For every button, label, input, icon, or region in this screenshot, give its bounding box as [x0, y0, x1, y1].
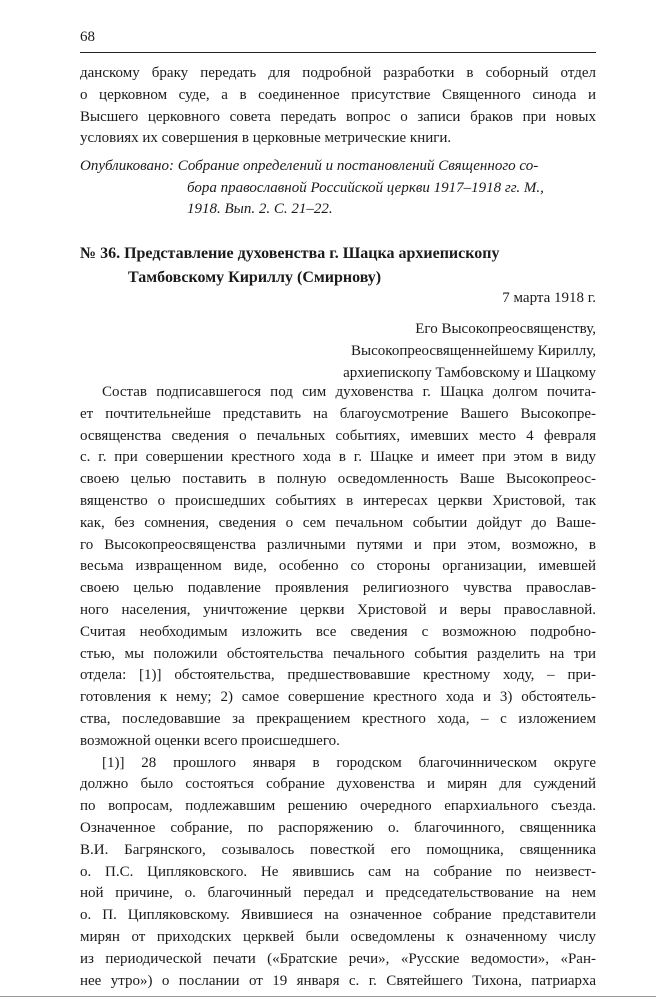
- header-rule: [80, 52, 596, 53]
- text-line: ет почтительнейше представить на благоусмотрение Вашего Высокопре-: [80, 405, 596, 422]
- text-line: возможной оценки всего происшедшего.: [80, 732, 340, 749]
- text-line: данскому браку передать для подробной разработки в соборный отдел: [80, 65, 596, 81]
- text-line: с. г. при совершении крестного хода в г. Шацке и имеет при этом в виду: [80, 449, 596, 466]
- text-line: о. П.С. Ципляковского. Не явившись сам на собрание по неизвест-: [80, 863, 596, 880]
- publication-line: Опубликовано: Собрание определений и постановлений Священного со-: [80, 158, 539, 174]
- text-line: [1)] 28 прошлого января в городском благочинническом округе: [102, 754, 596, 771]
- publication-note: [80, 156, 600, 221]
- text-line: вященство о происшедших событиях в интересах церкви Христовой, так: [80, 492, 596, 509]
- text-line: готовления к нему; 2) самое совершение крестного хода и 3) обстоятель-: [80, 689, 596, 706]
- top-paragraph: [80, 63, 596, 150]
- text-line: своею целью подавление проявления религиозного чувства православ-: [80, 580, 596, 597]
- text-line: ного населения, уничтожение церкви Христовой и веры православной.: [80, 601, 596, 618]
- text-line: ства, последовавшие за прекращением крестного хода, – с изложением: [80, 710, 596, 727]
- publication-line: бора православной Российской церкви 1917–1918 гг. М.,: [187, 179, 544, 196]
- bottom-rule: [0, 996, 656, 997]
- text-line: Состав подписавшегося под сим духовенства г. Шацка долгом почита-: [102, 384, 596, 400]
- text-line: го Высокопреосвященства различными путями и при этом, возможно, в: [80, 536, 596, 553]
- text-line: мирян от приходских церквей были осведомлены к означенному числу: [80, 928, 596, 945]
- addressee-line: Высокопреосвященнейшему Кириллу,: [351, 343, 596, 359]
- text-line: В.И. Багрянского, созывалось повесткой его помощника, священника: [80, 841, 596, 858]
- text-line: о. П. Ципляковскому. Явившиеся на означенное собрание представители: [80, 907, 596, 924]
- text-line: как, без сомнения, сведения о сем печальном событии дойдут до Ваше-: [80, 514, 596, 531]
- document-date: 7 марта 1918 г.: [502, 290, 596, 306]
- title-line: № 36. Представление духовенства г. Шацка архиепископу: [80, 245, 500, 262]
- text-line: своею целью поставить в полную осведомленность Ваше Высокопреос-: [80, 471, 596, 488]
- text-line: Высшего церковного совета передать вопрос о записи браков при новых: [80, 108, 596, 125]
- text-line: о церковном суде, а в соединенное присутствие Священного синода и: [80, 86, 596, 103]
- title-line: Тамбовскому Кириллу (Смирнову): [128, 269, 382, 286]
- text-line: из периодической печати («Братские речи», «Русские ведомости», «Ран-: [80, 950, 596, 967]
- text-line: нее утро») о послании от 19 января с. г. Святейшего Тихона, патриарха: [80, 972, 596, 989]
- text-line: условиях их совершения в церковные метрические книги.: [80, 130, 452, 147]
- text-line: по вопросам, подлежавшим решению очередного епархиального съезда.: [80, 798, 596, 815]
- text-line: весьма извращенном виде, особенно со стороны организации, имевшей: [80, 558, 596, 575]
- publication-line: 1918. Вып. 2. С. 21–22.: [187, 201, 333, 217]
- addressee-line: Его Высокопреосвященству,: [415, 321, 596, 337]
- addressee: [343, 318, 596, 384]
- text-line: Считая необходимым изложить все сведения с возможною подробно-: [80, 623, 596, 640]
- body-text: [80, 382, 596, 992]
- text-line: ной причине, о. благочинный передал и председательствование на нем: [80, 885, 596, 902]
- text-line: стью, мы положили обстоятельства печального события разделить на три: [80, 645, 596, 662]
- text-line: отдела: [1)] обстоятельства, предшествовавшие крестному ходу, – при-: [80, 667, 596, 684]
- addressee-line: архиепископу Тамбовскому и Шацкому: [343, 365, 596, 381]
- text-line: Означенное собрание, по распоряжению о. благочинного, священника: [80, 819, 596, 836]
- document-title: [80, 242, 600, 290]
- page-number: 68: [80, 29, 95, 45]
- text-line: должно было состояться собрание духовенства и мирян для суждений: [80, 776, 596, 793]
- text-line: освященства сведения о печальных событиях, имевших место 4 февраля: [80, 427, 596, 444]
